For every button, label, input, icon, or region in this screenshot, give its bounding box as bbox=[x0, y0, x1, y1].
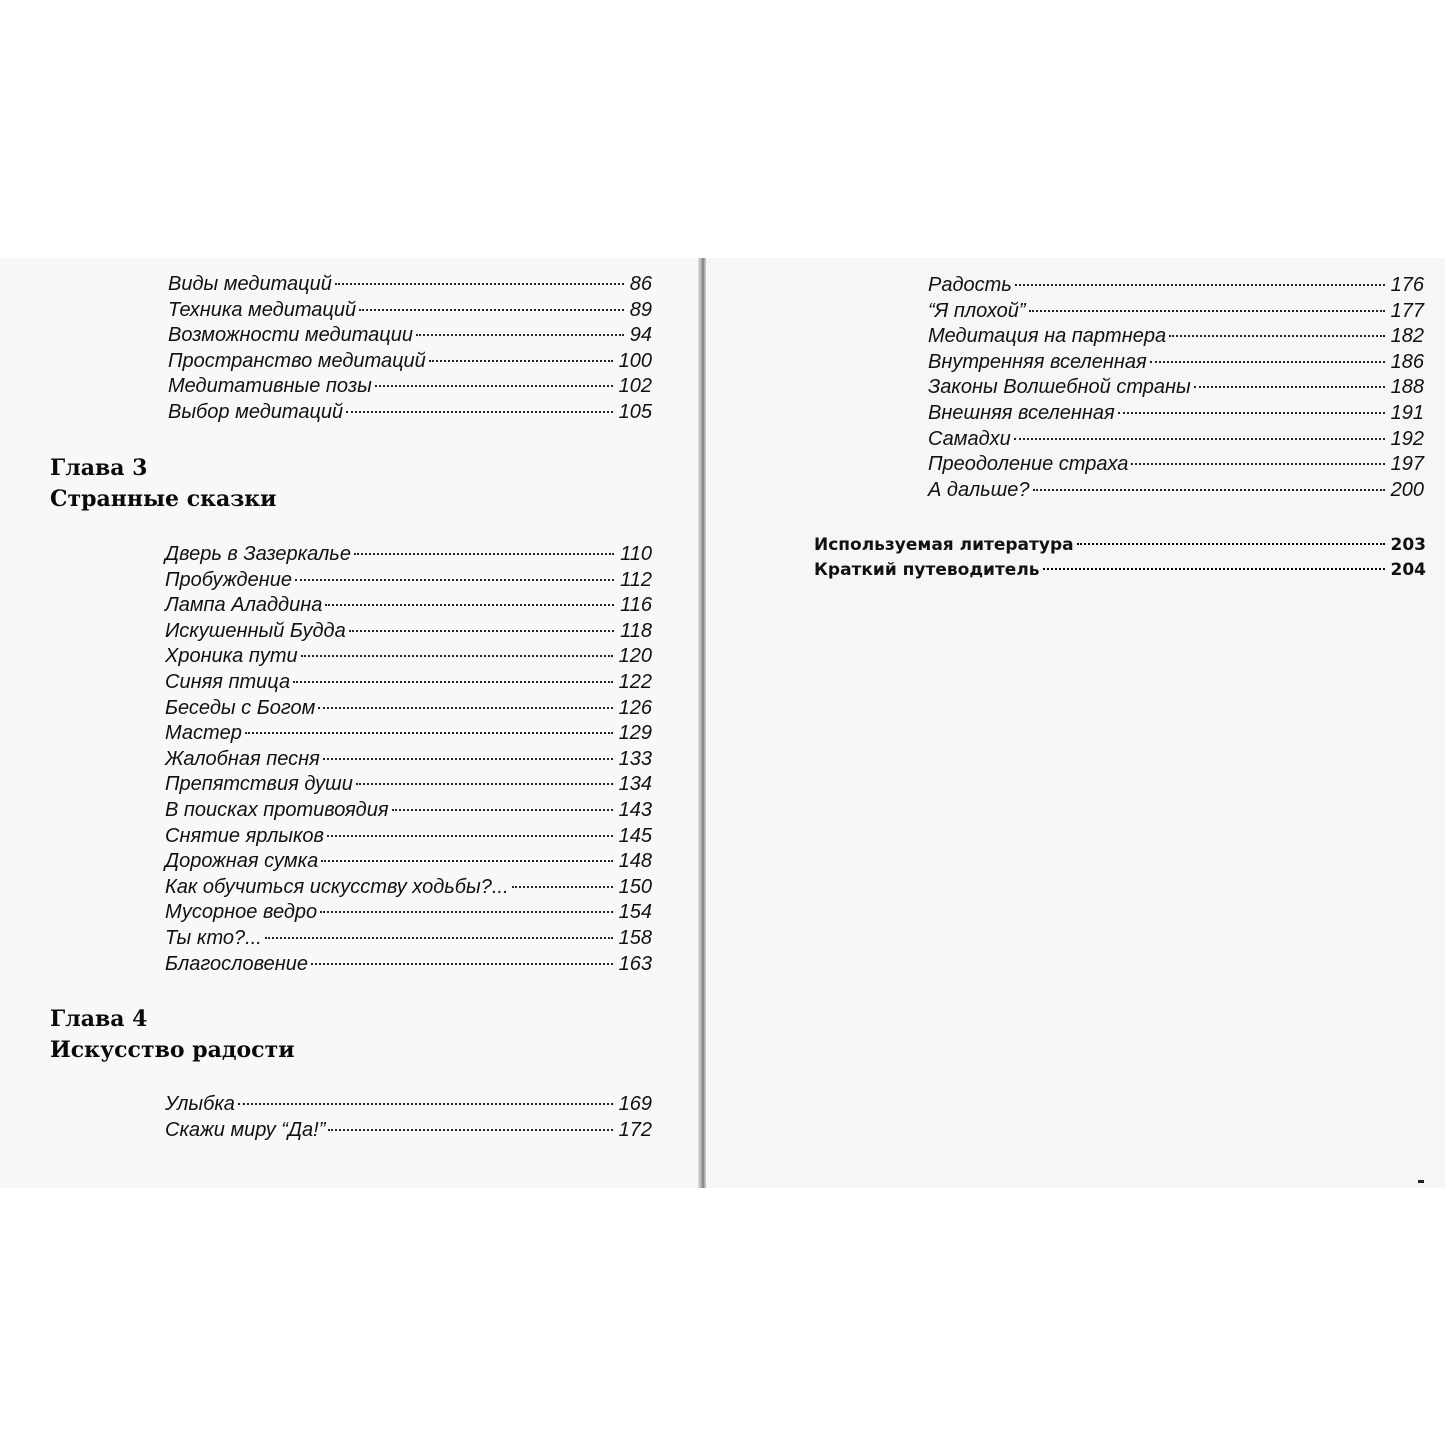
toc-entry-title: Синяя птица bbox=[165, 670, 291, 693]
leader-dots bbox=[238, 1103, 613, 1105]
toc-entry bbox=[928, 401, 1424, 427]
book-spread bbox=[0, 258, 1445, 1188]
toc-entry-page: 116 bbox=[620, 594, 652, 617]
toc-entry-page: 148 bbox=[618, 850, 652, 873]
toc-entry-page: 172 bbox=[618, 1118, 652, 1141]
toc-entry bbox=[814, 533, 1426, 558]
toc-entry bbox=[165, 798, 652, 824]
toc-entry-page: 186 bbox=[1390, 350, 1424, 373]
toc-entry-page: 203 bbox=[1390, 535, 1426, 555]
toc-entry bbox=[928, 427, 1424, 453]
leader-dots bbox=[356, 783, 613, 785]
toc-entry-title: Самадхи bbox=[928, 427, 1011, 450]
leader-dots bbox=[245, 732, 613, 734]
toc-entry-title: Преодоление страха bbox=[928, 453, 1129, 476]
page-edge-mark bbox=[1418, 1180, 1424, 1183]
toc-entry bbox=[165, 568, 652, 594]
toc-entry-page: 89 bbox=[629, 298, 652, 321]
toc-entry-page: 150 bbox=[618, 875, 652, 898]
leader-dots bbox=[392, 809, 613, 811]
toc-entry-title: А дальше? bbox=[928, 478, 1030, 501]
toc-entry-page: 145 bbox=[618, 824, 652, 847]
toc-entry bbox=[928, 478, 1424, 504]
toc-entry-title: Скажи миру “Да!” bbox=[165, 1118, 326, 1141]
toc-entry bbox=[165, 849, 652, 875]
toc-entry-title: “Я плохой” bbox=[928, 299, 1026, 322]
chapter-3-title: Странные сказки bbox=[50, 486, 277, 512]
toc-entry-title: Используемая литература bbox=[814, 535, 1074, 555]
leader-dots bbox=[349, 630, 614, 632]
leader-dots bbox=[335, 283, 624, 285]
toc-entry bbox=[165, 644, 652, 670]
leader-dots bbox=[1014, 438, 1385, 440]
toc-entry-title: Снятие ярлыков bbox=[165, 824, 324, 847]
toc-entry-title: Краткий путеводитель bbox=[814, 560, 1040, 580]
toc-entry-title: Мусорное ведро bbox=[165, 901, 318, 924]
toc-entry-page: 182 bbox=[1390, 325, 1424, 348]
back-matter-section bbox=[814, 533, 1426, 583]
toc-entry bbox=[165, 542, 652, 568]
toc-entry-title: Жалобная песня bbox=[165, 747, 320, 770]
toc-entry bbox=[928, 375, 1424, 401]
toc-entry-title: Искушенный Будда bbox=[165, 619, 346, 642]
toc-entry bbox=[165, 926, 652, 952]
toc-entry bbox=[165, 619, 652, 645]
leader-dots bbox=[354, 553, 614, 555]
leader-dots bbox=[346, 411, 612, 413]
leader-dots bbox=[265, 937, 613, 939]
leader-dots bbox=[1118, 412, 1385, 414]
toc-entry-page: 122 bbox=[618, 670, 652, 693]
leader-dots bbox=[1169, 335, 1385, 337]
leader-dots bbox=[1131, 463, 1384, 465]
chapter-4-title: Искусство радости bbox=[50, 1037, 295, 1063]
leader-dots bbox=[1033, 489, 1385, 491]
toc-entry-page: 163 bbox=[618, 952, 652, 975]
toc-entry-page: 134 bbox=[618, 773, 652, 796]
toc-entry-page: 177 bbox=[1390, 299, 1424, 322]
leader-dots bbox=[512, 886, 613, 888]
leader-dots bbox=[323, 758, 613, 760]
leader-dots bbox=[429, 360, 613, 362]
leader-dots bbox=[327, 835, 613, 837]
leader-dots bbox=[1015, 284, 1385, 286]
toc-entry-page: 100 bbox=[618, 349, 652, 372]
toc-entry bbox=[168, 298, 652, 324]
leader-dots bbox=[375, 385, 613, 387]
leader-dots bbox=[416, 334, 624, 336]
leader-dots bbox=[311, 963, 613, 965]
toc-entry bbox=[168, 349, 652, 375]
toc-entry-page: 176 bbox=[1390, 274, 1424, 296]
toc-entry-page: 143 bbox=[618, 798, 652, 821]
leader-dots bbox=[301, 655, 613, 657]
toc-entry-title: Благословение bbox=[165, 952, 308, 975]
toc-entry bbox=[165, 721, 652, 747]
toc-entry-title: Виды медитаций bbox=[168, 273, 332, 295]
toc-entry-title: Пробуждение bbox=[165, 568, 292, 591]
toc-top-section bbox=[168, 272, 652, 426]
toc-entry-title: Внутренняя вселенная bbox=[928, 350, 1147, 373]
leader-dots bbox=[325, 604, 614, 606]
leader-dots bbox=[318, 707, 612, 709]
toc-entry bbox=[168, 374, 652, 400]
chapter-4-number: Глава 4 bbox=[50, 1006, 148, 1032]
toc-entry-page: 158 bbox=[618, 926, 652, 949]
toc-entry bbox=[165, 1092, 652, 1118]
toc-entry-title: Возможности медитации bbox=[168, 324, 413, 347]
toc-entry-page: 192 bbox=[1390, 427, 1424, 450]
toc-entry-title: Мастер bbox=[165, 722, 242, 745]
toc-entry-page: 110 bbox=[620, 543, 652, 565]
chapter-3-entries bbox=[165, 542, 652, 977]
toc-entry-page: 133 bbox=[618, 747, 652, 770]
leader-dots bbox=[1194, 386, 1385, 388]
toc-entry bbox=[165, 772, 652, 798]
toc-entry-title: Хроника пути bbox=[165, 645, 298, 668]
toc-entry-title: Техника медитаций bbox=[168, 298, 357, 321]
right-page bbox=[706, 258, 1445, 1188]
toc-entry-page: 154 bbox=[618, 901, 652, 924]
toc-entry bbox=[814, 558, 1426, 583]
toc-entry-page: 102 bbox=[618, 375, 652, 398]
toc-entry-page: 129 bbox=[618, 722, 652, 745]
leader-dots bbox=[359, 309, 624, 311]
toc-entry-title: Выбор медитаций bbox=[168, 400, 344, 423]
leader-dots bbox=[320, 911, 612, 913]
toc-entry-title: Дверь в Зазеркалье bbox=[165, 543, 351, 565]
toc-entry-page: 118 bbox=[620, 619, 652, 642]
leader-dots bbox=[295, 579, 614, 581]
toc-entry-title: Внешняя вселенная bbox=[928, 401, 1115, 424]
toc-entry bbox=[168, 272, 652, 298]
toc-entry bbox=[168, 400, 652, 426]
toc-entry-page: 169 bbox=[618, 1093, 652, 1115]
toc-entry bbox=[165, 747, 652, 773]
chapter-3-heading bbox=[50, 453, 276, 515]
toc-entry-title: Как обучиться искусству ходьбы?... bbox=[165, 875, 509, 898]
toc-entry bbox=[928, 273, 1424, 299]
leader-dots bbox=[1077, 543, 1385, 545]
leader-dots bbox=[293, 681, 613, 683]
toc-entry-page: 188 bbox=[1390, 376, 1424, 399]
toc-entry-title: Радость bbox=[928, 274, 1012, 296]
toc-entry-title: Ты кто?... bbox=[165, 926, 262, 949]
toc-entry bbox=[168, 323, 652, 349]
toc-entry bbox=[165, 670, 652, 696]
toc-entry-page: 120 bbox=[618, 645, 652, 668]
toc-entry-page: 204 bbox=[1390, 560, 1426, 580]
leader-dots bbox=[321, 860, 612, 862]
toc-entry bbox=[165, 593, 652, 619]
toc-entry bbox=[928, 324, 1424, 350]
toc-entry bbox=[928, 350, 1424, 376]
toc-entry-page: 191 bbox=[1390, 401, 1424, 424]
toc-entry-title: Лампа Аладдина bbox=[165, 594, 323, 617]
toc-entry-title: Беседы с Богом bbox=[165, 696, 316, 719]
toc-entry-page: 94 bbox=[629, 324, 652, 347]
chapter-3-number: Глава 3 bbox=[50, 455, 148, 481]
toc-entry bbox=[928, 299, 1424, 325]
toc-entry-title: Дорожная сумка bbox=[165, 850, 319, 873]
leader-dots bbox=[1150, 361, 1385, 363]
toc-entry bbox=[165, 824, 652, 850]
toc-entry-title: Препятствия души bbox=[165, 773, 353, 796]
toc-entry bbox=[165, 1118, 652, 1144]
toc-entry bbox=[928, 452, 1424, 478]
toc-entry-title: Медитативные позы bbox=[168, 375, 372, 398]
toc-entry bbox=[165, 875, 652, 901]
toc-entry-title: Пространство медитаций bbox=[168, 349, 426, 372]
toc-entry-page: 200 bbox=[1390, 478, 1424, 501]
leader-dots bbox=[1043, 568, 1385, 570]
chapter-4-entries bbox=[165, 1092, 652, 1143]
toc-entry-title: Улыбка bbox=[165, 1093, 235, 1115]
toc-entry-title: Законы Волшебной страны bbox=[928, 376, 1191, 399]
left-page bbox=[0, 258, 700, 1188]
toc-entry bbox=[165, 952, 652, 978]
toc-entry-title: В поисках противоядия bbox=[165, 798, 389, 821]
toc-entry-page: 112 bbox=[620, 568, 652, 591]
toc-entry-page: 197 bbox=[1390, 453, 1424, 476]
chapter-4-heading bbox=[50, 1004, 295, 1066]
toc-entry-title: Медитация на партнера bbox=[928, 325, 1167, 348]
toc-entry bbox=[165, 900, 652, 926]
leader-dots bbox=[1029, 310, 1385, 312]
toc-entry-page: 126 bbox=[618, 696, 652, 719]
toc-continued-section bbox=[928, 273, 1424, 503]
toc-entry bbox=[165, 696, 652, 722]
leader-dots bbox=[328, 1129, 612, 1131]
toc-entry-page: 86 bbox=[629, 273, 652, 295]
toc-entry-page: 105 bbox=[618, 400, 652, 423]
